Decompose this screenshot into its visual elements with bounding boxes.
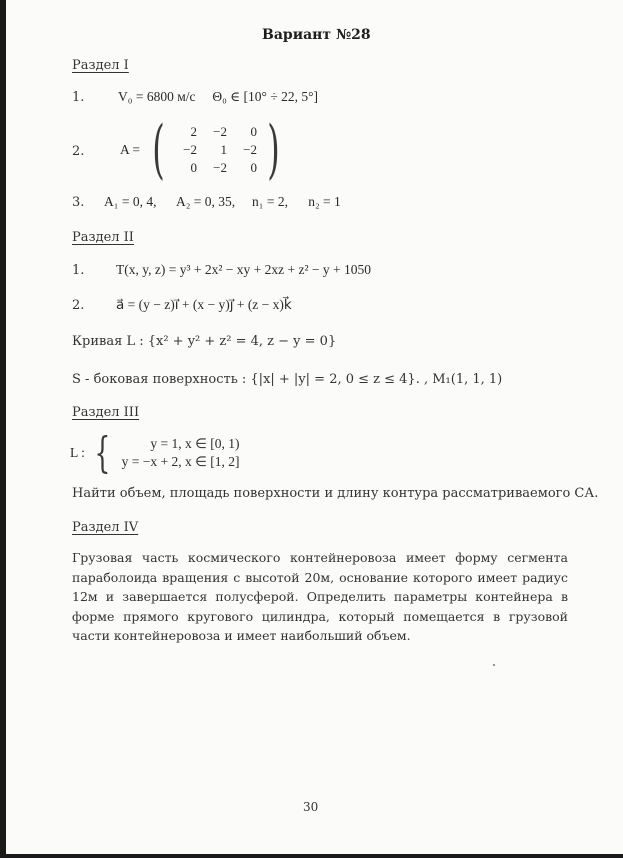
piecewise-case-1: y = 1, x ∈ [0, 1) bbox=[150, 436, 240, 451]
scan-speck bbox=[493, 664, 495, 666]
section-4-heading: Раздел IV bbox=[72, 520, 139, 535]
section-1-item-2-number: 2. bbox=[72, 144, 85, 159]
section-2-heading: Раздел II bbox=[72, 230, 134, 245]
surface-definition: S - боковая поверхность : {|x| + |y| = 2, 0 ≤ z ≤ 4}. , M₁(1, 1, 1) bbox=[72, 372, 503, 387]
piecewise-brace: { bbox=[94, 428, 111, 477]
matrix-cell: −2 bbox=[243, 142, 257, 157]
piecewise-system bbox=[70, 428, 240, 477]
matrix-cell: 0 bbox=[250, 124, 257, 139]
piecewise-case-2: y = −x + 2, x ∈ [1, 2] bbox=[121, 454, 240, 469]
section-3-task: Найти объем, площадь поверхности и длину контура рассматриваемого СА. bbox=[72, 486, 599, 501]
section-2-item-1-number: 1. bbox=[72, 263, 85, 278]
matrix-right-paren: ) bbox=[267, 113, 280, 187]
matrix-cell: −2 bbox=[213, 124, 227, 139]
scan-edge-bottom bbox=[0, 854, 623, 858]
matrix-cell: −2 bbox=[213, 160, 227, 175]
matrix-cell: 0 bbox=[190, 160, 197, 175]
piecewise-label: L : bbox=[70, 445, 85, 460]
curve-definition: Кривая L : {x² + y² + z² = 4, z − y = 0} bbox=[72, 334, 337, 349]
section-1-item-1-number: 1. bbox=[72, 90, 85, 105]
section-4-paragraph: Грузовая часть космического контейнеровоза имеет форму сегмента параболоида вращения с высотой 20м, основание которого имеет радиус 12м и завершается полусферой. Определить параметры контейнера в форме прямого кругового цилиндра, который помещается в грузовой части контейнеровоза и имеет наибольший объем. bbox=[72, 550, 568, 644]
section-2-item-2-formula: a⃗ = (y − z)i⃗ + (x − y)j⃗ + (z − x)k⃗ bbox=[116, 297, 292, 312]
scan-edge-left bbox=[0, 0, 6, 858]
section-1-item-3-number: 3. bbox=[72, 195, 85, 210]
matrix-left-paren: ( bbox=[152, 113, 165, 187]
page-number: 30 bbox=[303, 800, 319, 814]
matrix-a bbox=[120, 113, 286, 187]
matrix-grid bbox=[171, 124, 261, 176]
section-1-heading: Раздел I bbox=[72, 58, 129, 73]
matrix-cell: 1 bbox=[220, 142, 227, 157]
section-3-heading: Раздел III bbox=[72, 405, 140, 420]
matrix-cell: 2 bbox=[190, 124, 197, 139]
section-1-item-1-formula: V₀ = 6800 м/с Θ₀ ∈ [10° ÷ 22, 5°] bbox=[118, 89, 319, 104]
section-1-item-3-formula: A₁ = 0, 4, A₂ = 0, 35, n₁ = 2, n₂ = 1 bbox=[104, 194, 341, 209]
section-2-item-2-number: 2. bbox=[72, 298, 85, 313]
matrix-cell: −2 bbox=[183, 142, 197, 157]
section-2-item-1-formula: T(x, y, z) = y³ + 2x² − xy + 2xz + z² − y + 1050 bbox=[116, 262, 372, 277]
matrix-cell: 0 bbox=[250, 160, 257, 175]
matrix-a-label: A = bbox=[120, 142, 140, 157]
variant-title: Вариант №28 bbox=[262, 27, 371, 43]
piecewise-cases bbox=[122, 436, 240, 470]
